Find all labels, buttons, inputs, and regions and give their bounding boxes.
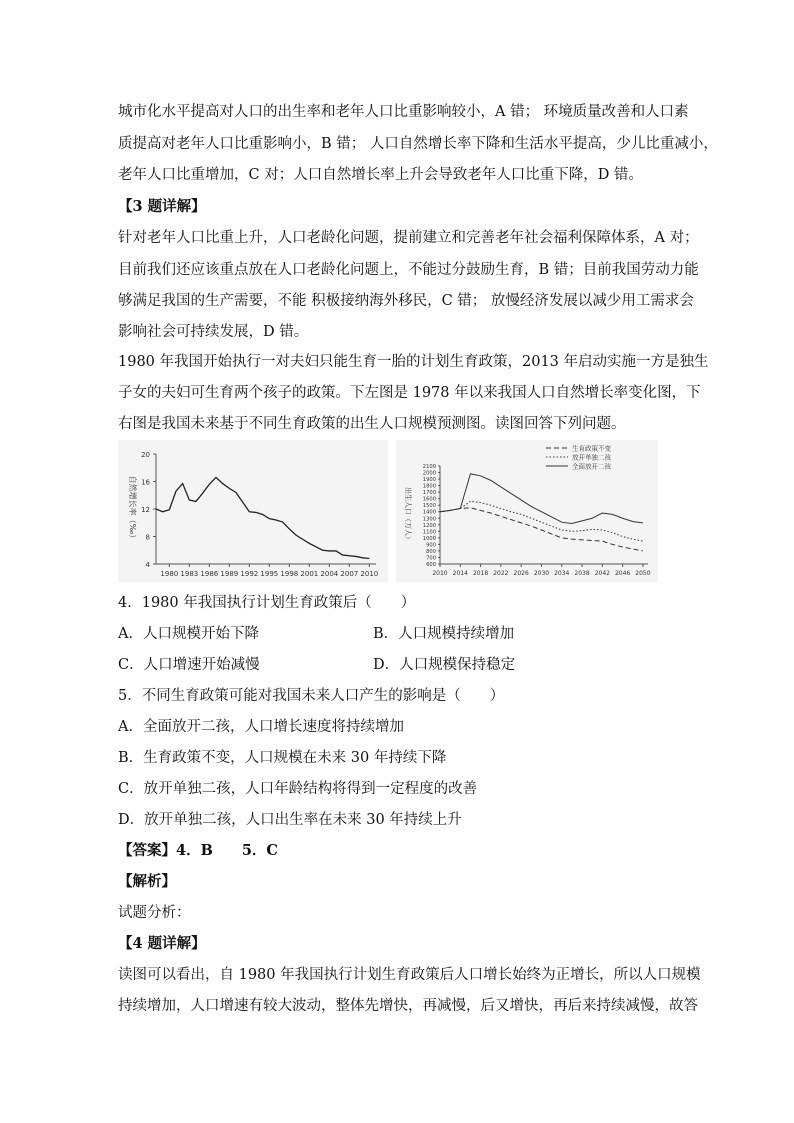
text-line: 1980 年我国开始执行一对夫妇只能生育一胎的计划生育政策，2013 年启动实施一方是独生	[118, 354, 709, 370]
x-tick-label: 1983	[180, 570, 199, 578]
text-line: 右图是我国未来基于不同生育政策的出生人口规模预测图。读图回答下列问题。	[118, 416, 626, 432]
answer-line: 【答案】4．B 5．C	[118, 842, 278, 859]
text-line: 够满足我国的生产需要，不能 积极接纳海外移民，C 错； 放慢经济发展以减少用工需求会	[118, 293, 694, 309]
question-4-option-d: D．人口规模保持稳定	[373, 657, 516, 673]
x-tick-label: 1995	[260, 570, 279, 578]
series-line-3	[440, 474, 643, 524]
y-tick-label: 2100	[422, 464, 436, 470]
text-line: 针对老年人口比重上升，人口老龄化问题，提前建立和完善老年社会福利保障体系，A 对；	[118, 230, 699, 246]
text-line: 子女的夫妇可生育两个孩子的政策。下左图是 1978 年以来我国人口自然增长率变化图，下	[118, 385, 701, 401]
x-tick-label: 1992	[240, 570, 259, 578]
x-tick-label: 1980	[160, 570, 179, 578]
question-5-option-b: B．生育政策不变，人口规模在未来 30 年持续下降	[118, 750, 447, 766]
x-tick-label: 2030	[533, 570, 550, 577]
x-tick-label: 1989	[220, 570, 239, 578]
legend-label: 放开单独二孩	[572, 453, 611, 462]
x-tick-label: 2004	[320, 570, 339, 578]
series-line-2	[440, 501, 643, 541]
question-4-stem: 4．1980 年我国执行计划生育政策后（ ）	[118, 595, 416, 611]
text-line: 持续增加，人口增速有较大波动，整体先增快，再减慢，后又增快，再后来持续减慢，故答	[118, 998, 698, 1014]
x-tick-label: 2034	[554, 570, 570, 577]
y-tick-label: 1600	[422, 496, 436, 503]
y-tick-label: 1900	[422, 477, 436, 484]
y-tick-label: 700	[426, 555, 436, 562]
y-tick-label: 20	[141, 451, 150, 459]
x-tick-label: 2010	[432, 570, 448, 577]
question-5-option-c: C．放开单独二孩，人口年龄结构将得到一定程度的改善	[118, 781, 478, 797]
text-line: 城市化水平提高对人口的出生率和老年人口比重影响较小，A 错； 环境质量改善和人口素	[118, 104, 689, 120]
natural-growth-rate-chart	[118, 440, 388, 582]
x-tick-label: 2010	[360, 570, 379, 578]
y-tick-label: 2000	[422, 470, 436, 477]
x-tick-label: 2026	[513, 570, 529, 577]
y-tick-label: 1700	[422, 490, 436, 497]
y-tick-label: 800	[426, 548, 436, 555]
x-tick-label: 1986	[200, 570, 219, 578]
y-axis-label: 出生人口（万人）	[404, 487, 412, 543]
text-line: 老年人口比重增加，C 对；人口自然增长率上升会导致老年人口比重下降，D 错。	[118, 167, 643, 183]
legend-label: 全面放开二孩	[572, 462, 611, 471]
x-tick-label: 2007	[340, 570, 359, 578]
y-tick-label: 1000	[422, 535, 436, 542]
legend-label: 生育政策不变	[572, 444, 611, 453]
question-4-option-a: A．人口规模开始下降	[118, 626, 259, 642]
text-line: 读图可以看出，自 1980 年我国执行计划生育政策后人口增长始终为正增长，所以人口规模	[118, 967, 701, 983]
question-5-option-d: D．放开单独二孩，人口出生率在未来 30 年持续上升	[118, 812, 462, 828]
analysis-subheading: 试题分析：	[118, 905, 191, 921]
x-tick-label: 2001	[300, 570, 319, 578]
y-tick-label: 1500	[422, 503, 436, 510]
y-tick-label: 1400	[422, 509, 436, 516]
x-tick-label: 2042	[594, 570, 610, 577]
question-5-stem: 5．不同生育政策可能对我国未来人口产生的影响是（ ）	[118, 688, 505, 704]
y-tick-label: 16	[141, 478, 150, 487]
x-tick-label: 2046	[614, 570, 631, 577]
x-tick-label: 2018	[472, 570, 489, 577]
x-tick-label: 2022	[493, 570, 509, 577]
section-heading-4: 【4 题详解】	[118, 935, 206, 952]
y-tick-label: 1100	[422, 529, 436, 536]
question-5-option-a: A．全面放开二孩，人口增长速度将持续增加	[118, 719, 404, 735]
y-tick-label: 12	[141, 506, 150, 514]
y-tick-label: 1200	[422, 522, 436, 529]
y-tick-label: 8	[145, 533, 150, 542]
text-line: 目前我们还应该重点放在人口老龄化问题上，不能过分鼓励生育，B 错；目前我国劳动力能	[118, 262, 699, 278]
y-tick-label: 900	[426, 542, 436, 549]
y-tick-label: 4	[145, 561, 150, 569]
x-tick-label: 1998	[280, 570, 299, 578]
question-4-option-c: C．人口增速开始减慢	[118, 657, 260, 673]
y-tick-label: 600	[426, 562, 436, 568]
figure-charts	[118, 440, 658, 582]
question-4-option-b: B．人口规模持续增加	[373, 626, 515, 642]
section-heading-3: 【3 题详解】	[118, 198, 206, 215]
y-axis-label: 自然增长率（‰）	[128, 475, 137, 543]
y-tick-label: 1800	[422, 483, 436, 490]
x-tick-label: 2038	[574, 570, 590, 577]
text-line: 质提高对老年人口比重影响小，B 错； 人口自然增长率下降和生活水平提高，少儿比重减小，	[118, 136, 718, 152]
x-tick-label: 2050	[635, 570, 651, 577]
birth-population-forecast-chart	[396, 440, 658, 582]
analysis-heading: 【解析】	[118, 873, 176, 890]
text-line: 影响社会可持续发展，D 错。	[118, 324, 309, 340]
y-tick-label: 1300	[422, 516, 436, 523]
x-tick-label: 2014	[452, 570, 468, 577]
series-line-natural-growth	[156, 477, 369, 558]
